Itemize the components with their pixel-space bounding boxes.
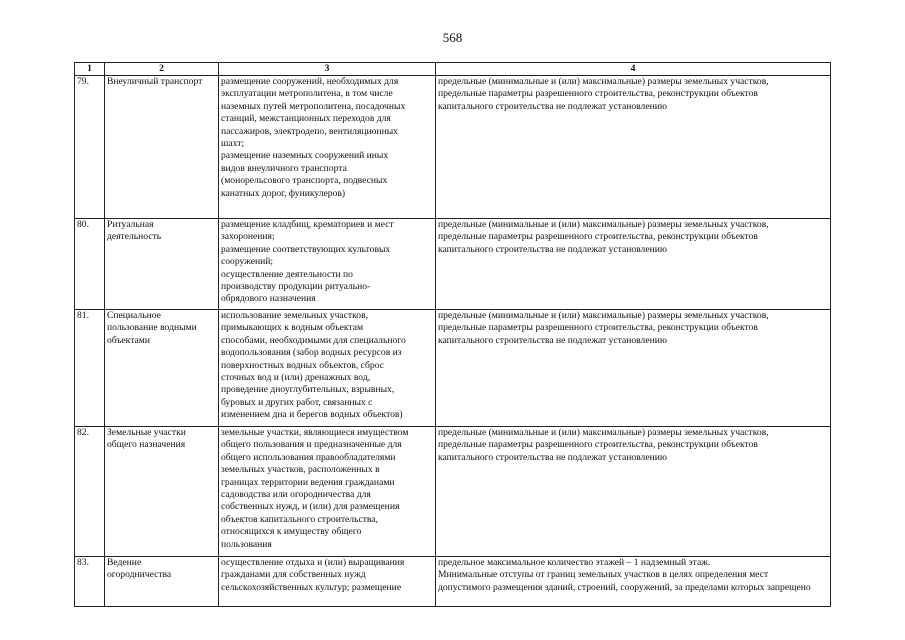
column-header-1: 1 [75,63,105,76]
table-header-row [75,63,831,76]
land-use-table [74,62,831,607]
cell-land-use-name: Ритуальная деятельность [105,219,219,310]
cell-land-use-parameters: предельное максимальное количество этажей – 1 надземный этаж. Минимальные отступы от границ земельных участков в целях определения мест допустимого размещения зданий, строений, сооружений, за пределами которых запрещено [436,557,831,607]
cell-land-use-name: Земельные участки общего назначения [105,427,219,557]
table-row [75,219,831,310]
cell-land-use-name: Внеуличный транспорт [105,76,219,219]
cell-land-use-description: использование земельных участков, примыкающих к водным объектам способами, необходимыми для специального водопользования (забор водных ресурсов из поверхностных водных объектов, сброс сточных вод и (или) дренажных вод, проведение дноуглубительных, взрывных, буровых и других работ, связанных с изменением дна и берегов водных объектов) [219,310,436,427]
column-header-3: 3 [219,63,436,76]
column-header-2: 2 [105,63,219,76]
cell-land-use-name: Специальное пользование водными объектами [105,310,219,427]
table-row [75,557,831,607]
table-row [75,76,831,219]
page-number: 568 [442,30,463,45]
column-header-4: 4 [436,63,831,76]
cell-number: 79. [75,76,105,219]
cell-number: 82. [75,427,105,557]
cell-number: 83. [75,557,105,607]
cell-number: 81. [75,310,105,427]
cell-land-use-description: осуществление отдыха и (или) выращивания гражданами для собственных нужд сельскохозяйственных культур; размещение [219,557,436,607]
cell-land-use-description: земельные участки, являющиеся имуществом общего пользования и предназначенные для общего использования правообладателями земельных участков, расположенных в границах территории ведения гражданами садоводства или огородничества для собственных нужд, и (или) для размещения объектов капитального строительства, относящихся к имуществу общего пользования [219,427,436,557]
cell-land-use-description: размещение сооружений, необходимых для эксплуатации метрополитена, в том числе наземных путей метрополитена, посадочных станций, межстанционных переходов для пассажиров, электродепо, вентиляционных шахт; размещение наземных сооружений иных видов внеуличного транспорта (монорельсового транспорта, подвесных канатных дорог, фуникулеров) [219,76,436,219]
cell-number: 80. [75,219,105,310]
cell-land-use-parameters: предельные (минимальные и (или) максимальные) размеры земельных участков, предельные параметры разрешенного строительства, реконструкции объектов капитального строительства не подлежат установлению [436,427,831,557]
cell-land-use-name: Ведение огородничества [105,557,219,607]
table-row [75,310,831,427]
cell-land-use-parameters: предельные (минимальные и (или) максимальные) размеры земельных участков, предельные параметры разрешенного строительства, реконструкции объектов капитального строительства не подлежат установлению [436,219,831,310]
cell-land-use-description: размещение кладбищ, крематориев и мест захоронения; размещение соответствующих культовых сооружений; осуществление деятельности по производству продукции ритуально- обрядового назначения [219,219,436,310]
cell-land-use-parameters: предельные (минимальные и (или) максимальные) размеры земельных участков, предельные параметры разрешенного строительства, реконструкции объектов капитального строительства не подлежат установлению [436,76,831,219]
table-row [75,427,831,557]
cell-land-use-parameters: предельные (минимальные и (или) максимальные) размеры земельных участков, предельные параметры разрешенного строительства, реконструкции объектов капитального строительства не подлежат установлению [436,310,831,427]
table-body [75,76,831,607]
